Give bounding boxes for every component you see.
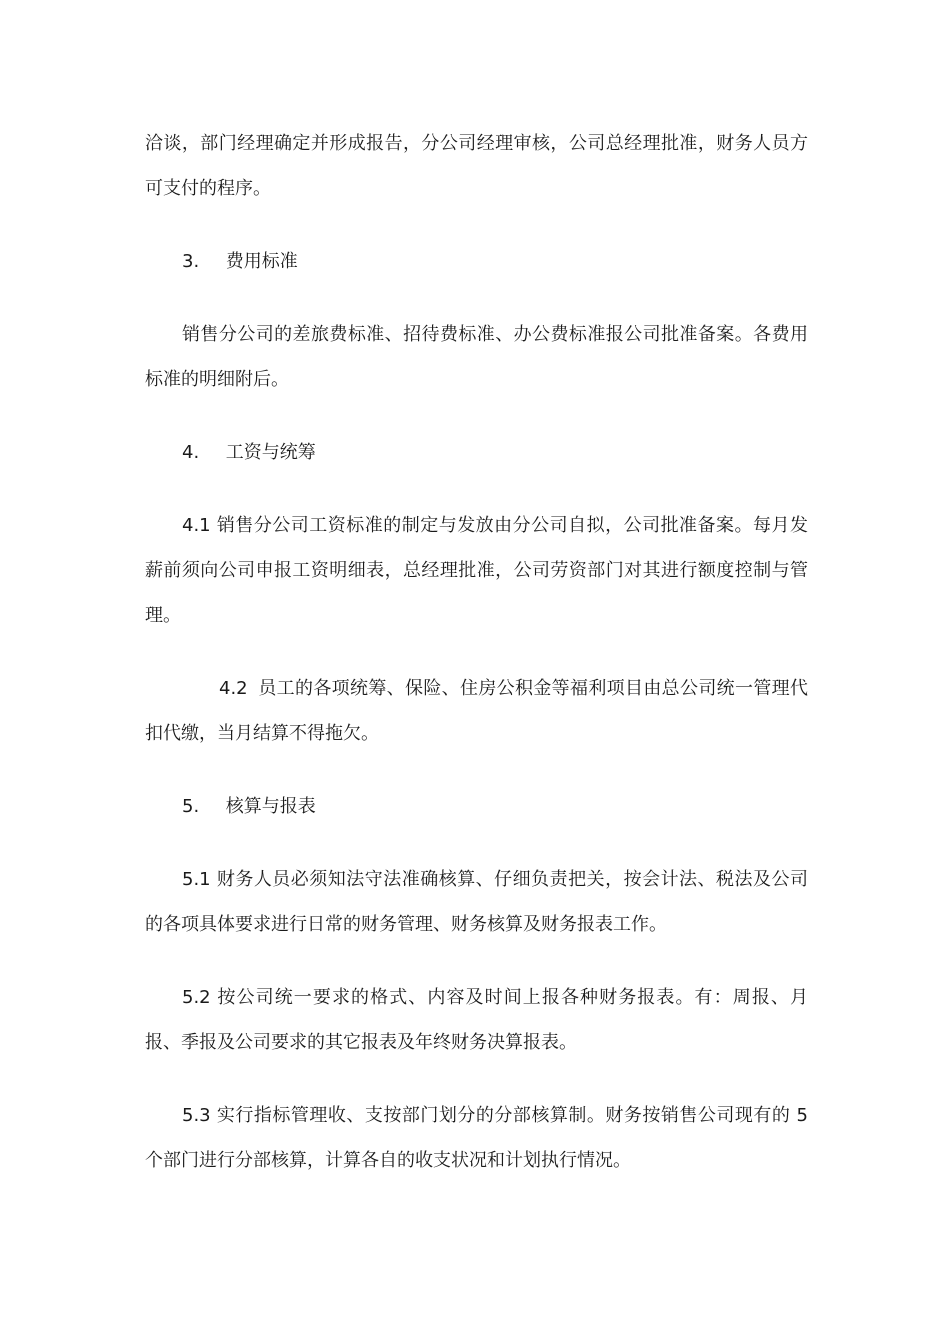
section-3-heading xyxy=(145,239,808,284)
section-4-2-paragraph xyxy=(145,666,808,756)
section-4-1-paragraph: 4.1 销售分公司工资标准的制定与发放由分公司自拟，公司批准备案。每月发薪前须向公司申报工资明细表，总经理批准，公司劳资部门对其进行额度控制与管理。 xyxy=(145,515,808,626)
section-4-heading xyxy=(145,430,808,475)
section-3-title: 费用标准 xyxy=(225,251,298,272)
section-4-number: 4. xyxy=(182,442,200,463)
section-3-number: 3. xyxy=(182,251,200,272)
section-4-2-number: 4.2 xyxy=(219,678,248,699)
section-4-2-text: 员工的各项统筹、保险、住房公积金等福利项目由总公司统一管理代扣代缴，当月结算不得拖欠。 xyxy=(145,678,808,744)
intro-paragraph: 洽谈，部门经理确定并形成报告，分公司经理审核，公司总经理批准，财务人员方可支付的程序。 xyxy=(145,133,808,199)
section-4-title: 工资与统筹 xyxy=(225,442,316,463)
section-5-1-paragraph: 5.1 财务人员必须知法守法准确核算、仔细负责把关，按会计法、税法及公司的各项具体要求进行日常的财务管理、财务核算及财务报表工作。 xyxy=(145,869,808,935)
section-5-3-paragraph: 5.3 实行指标管理收、支按部门划分的分部核算制。财务按销售公司现有的 5 个部门进行分部核算，计算各自的收支状况和计划执行情况。 xyxy=(145,1105,808,1171)
section-5-heading xyxy=(145,784,808,829)
section-5-title: 核算与报表 xyxy=(225,796,316,817)
section-5-2-paragraph: 5.2 按公司统一要求的格式、内容及时间上报各种财务报表。有：周报、月报、季报及公司要求的其它报表及年终财务决算报表。 xyxy=(145,987,808,1053)
section-5-number: 5. xyxy=(182,796,200,817)
section-3-paragraph: 销售分公司的差旅费标准、招待费标准、办公费标准报公司批准备案。各费用标准的明细附后。 xyxy=(145,324,808,390)
